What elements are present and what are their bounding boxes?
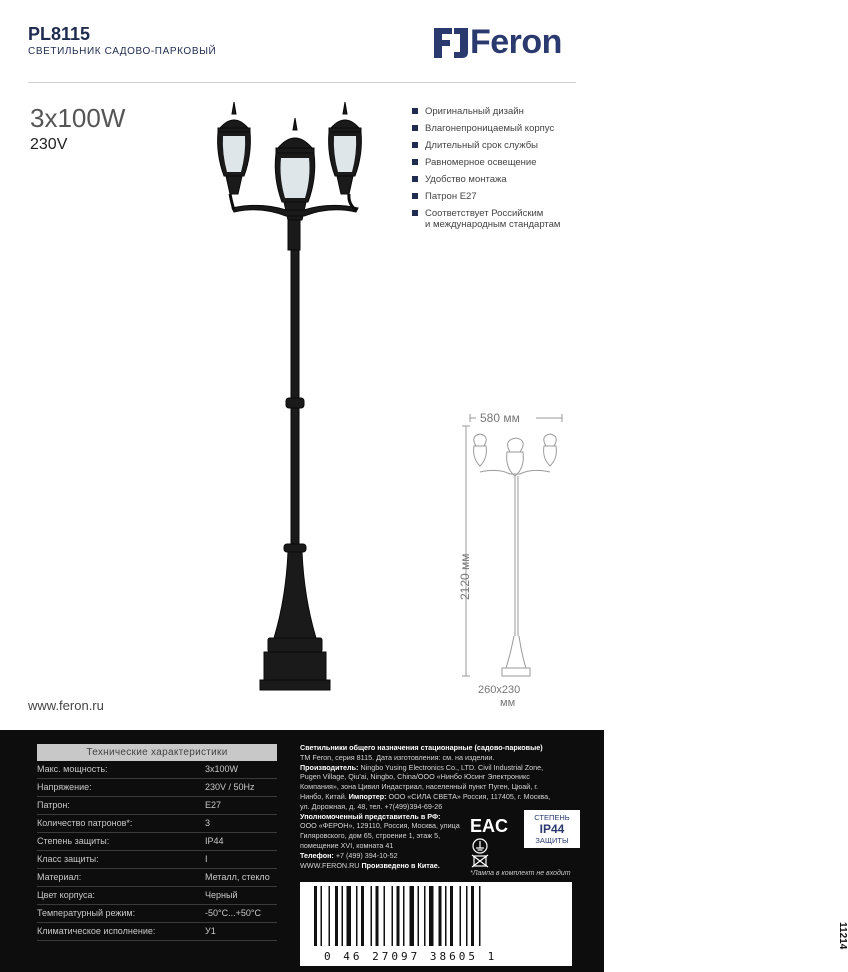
- barcode-bar: [424, 886, 426, 946]
- barcode-bar: [445, 886, 447, 946]
- barcode-bar: [471, 886, 474, 946]
- barcode-bar: [371, 886, 373, 946]
- lamp-not-included-note: *Лампа в комплект не входит: [470, 870, 571, 877]
- representative-text: ООО «ФЕРОН», 129110, Россия, Москва, улица Гиляровского, дом 65, строение 1, этаж 5, помещение XVI, комната 41: [300, 821, 460, 850]
- table-row: Патрон: E27: [37, 797, 277, 815]
- article-number: 11214: [837, 922, 848, 950]
- base-dimension: 260х230: [478, 684, 521, 696]
- bullet-icon: [412, 142, 418, 148]
- table-row: Напряжение: 230V / 50Hz: [37, 779, 277, 797]
- barcode-bar: [314, 886, 317, 946]
- feature-item: Соответствует Российским: [412, 208, 602, 219]
- bullet-icon: [412, 125, 418, 131]
- bullet-icon: [412, 210, 418, 216]
- table-row: Количество патронов*: 3: [37, 815, 277, 833]
- barcode-bar: [376, 886, 379, 946]
- info-line-1: Светильники общего назначения стационарные (садово-парковые): [300, 743, 543, 752]
- table-row: Температурный режим: -50°С...+50°С: [37, 905, 277, 923]
- certification-marks: [468, 812, 522, 868]
- barcode-bar: [403, 886, 405, 946]
- feature-item-continued: и международным стандартам: [425, 219, 561, 230]
- table-row: Макс. мощность: 3x100W: [37, 761, 277, 779]
- voltage-rating: 230V: [30, 136, 68, 153]
- class-protection-icon: [473, 839, 487, 853]
- manufacturer-info: Светильники общего назначения стационарные (садово-парковые) ТМ Feron, серия 8115. Дата изготовления: см. на изделии. Производитель: Ningbo Yusing Electronics Co., LTD. Civil Industrial Zone, Pugen Village, Qiu'ai, Ningbo, China/ООО «Нинбо Юсинг Электроникс Компания», зона Цивил Индастриал, населенный пункт Пуген, Цюай, г. Нинбо, Китай. Импортер: ООО «СИЛА СВЕТА» Россия, 117405, г. Москва, ул. Дорожная, д. 48, тел. +7(499)394-69-26 Уполномоченный представитель в РФ: ООО «ФЕРОН», 129110, Россия, Москва, улица Гиляровского, дом 65, строение 1, этаж 5, помещение XVI, комната 41 Телефон: +7 (499) 394-10-52 WWW.FERON.RU Произведено в Китае.: [300, 743, 551, 870]
- feature-item: Патрон Е27: [412, 191, 602, 202]
- table-row: Климатическое исполнение: У1: [37, 923, 277, 941]
- barcode-bar: [356, 886, 358, 946]
- base-dimension-unit: мм: [500, 697, 516, 709]
- barcode-bar: [450, 886, 453, 946]
- bullet-icon: [412, 176, 418, 182]
- bullet-icon: [412, 159, 418, 165]
- product-subtitle: СВЕТИЛЬНИК САДОВО-ПАРКОВЫЙ: [28, 46, 217, 57]
- bullet-icon: [412, 193, 418, 199]
- feature-list: [412, 106, 602, 236]
- height-dimension: 2120 мм: [458, 553, 472, 600]
- barcode-bar: [466, 886, 468, 946]
- barcode-bar: [384, 886, 386, 946]
- table-row: Материал: Металл, стекло: [37, 869, 277, 887]
- brand-name: Feron: [470, 23, 562, 61]
- table-row: Цвет корпуса: Черный: [37, 887, 277, 905]
- feature-item: Оригинальный дизайн: [412, 106, 602, 117]
- spec-table-title: Технические характеристики: [37, 744, 277, 761]
- table-row: Класс защиты: I: [37, 851, 277, 869]
- header-divider: [28, 82, 576, 83]
- lamp-post-image: [190, 98, 390, 710]
- barcode-number: 0 46 27097 38605 1: [324, 950, 498, 963]
- bullet-icon: [412, 108, 418, 114]
- barcode-bar: [397, 886, 400, 946]
- barcode-bar: [410, 886, 415, 946]
- barcode-bars-icon: [310, 886, 548, 948]
- barcode: [300, 882, 848, 966]
- barcode-bar: [342, 886, 344, 946]
- feature-item: Удобство монтажа: [412, 174, 602, 185]
- recycle-bin-icon: [472, 855, 488, 867]
- barcode-bar: [460, 886, 462, 946]
- barcode-bar: [361, 886, 364, 946]
- barcode-bar: [479, 886, 481, 946]
- feature-item: Влагонепроницаемый корпус: [412, 123, 602, 134]
- table-row: Степень защиты: IP44: [37, 833, 277, 851]
- barcode-bar: [429, 886, 434, 946]
- spec-table: [37, 744, 277, 941]
- info-line-2: ТМ Feron, серия 8115. Дата изготовления: см. на изделии.: [300, 752, 495, 762]
- ip-rating-badge: СТЕПЕНЬ IP44 ЗАЩИТЫ: [524, 810, 580, 848]
- website-url: www.feron.ru: [28, 698, 104, 713]
- barcode-bar: [347, 886, 352, 946]
- spec-panel: [0, 730, 848, 972]
- site-url: WWW.FERON.RU: [300, 860, 360, 870]
- producer-text: Ningbo Yusing Electronics Co., LTD. Civil Industrial Zone, Pugen Village, Qiu'ai, Ningbo, China/ООО «Нинбо Юсинг Электроникс Компания», зона Цивил Индастриал, населенный пункт Пуген, Цюай, г. Нинбо, Китай.: [300, 762, 544, 801]
- barcode-bar: [418, 886, 420, 946]
- importer-text: ООО «СИЛА СВЕТА» Россия, 117405, г. Москва, ул. Дорожная, д. 48, тел. +7(499)394-69-26: [300, 791, 551, 811]
- eac-mark-icon: EAC: [470, 816, 509, 836]
- power-rating: 3x100W: [30, 103, 126, 133]
- barcode-bar: [335, 886, 338, 946]
- width-dimension: 580 мм: [480, 411, 520, 425]
- feature-item: Длительный срок службы: [412, 140, 602, 151]
- model-number: PL8115: [28, 24, 91, 44]
- barcode-bar: [329, 886, 331, 946]
- barcode-bar: [321, 886, 323, 946]
- barcode-bar: [392, 886, 394, 946]
- barcode-bar: [439, 886, 442, 946]
- feron-logo-icon: [432, 22, 472, 62]
- feature-item: Равномерное освещение: [412, 157, 602, 168]
- phone-number: +7 (499) 394-10-52: [335, 850, 398, 860]
